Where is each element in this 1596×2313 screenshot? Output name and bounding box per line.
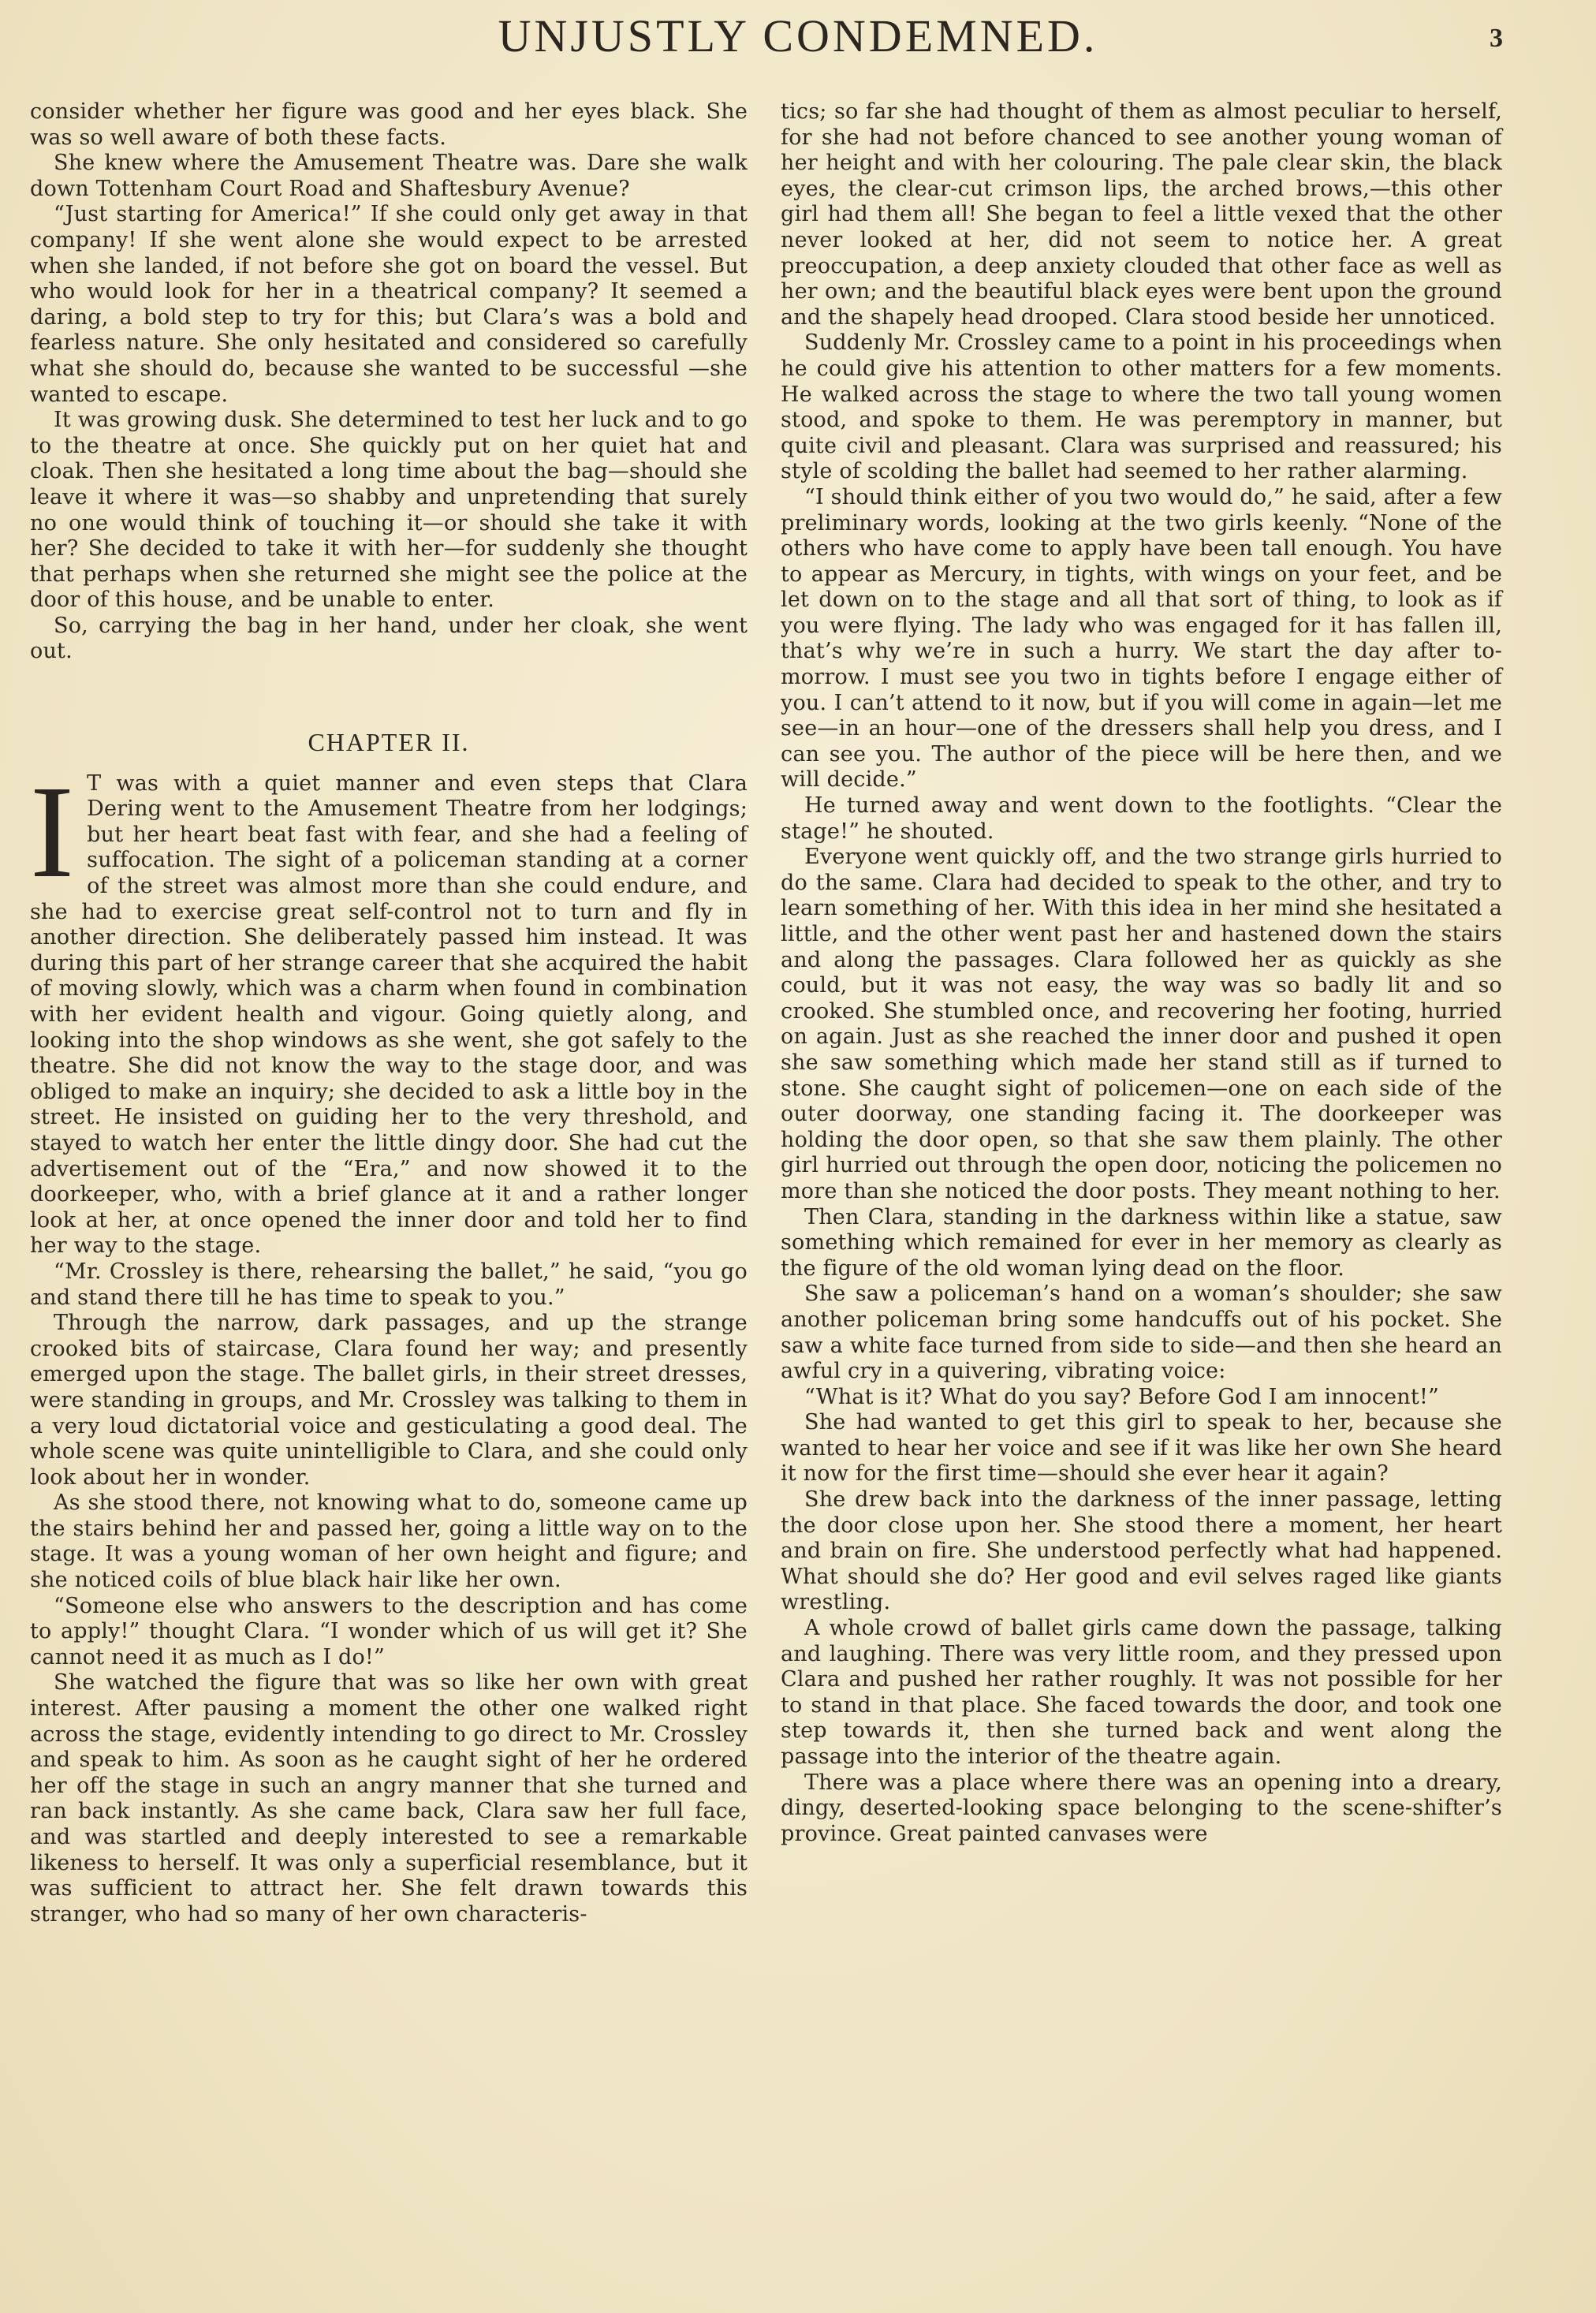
- left-column: [30, 99, 748, 1927]
- page-number: 3: [1490, 24, 1503, 53]
- paragraph: “I should think either of you two would do,” he said, after a few preliminary words, looking at the two girls keenly. “None of the others who have come to apply have been tall enough. You have to appear as Mercury, in tights, with wings on your feet, and be let down on to the stage and all that sort of thing, to look as if you were flying. The lady who was engaged for it has fallen ill, that’s why we’re in such a hurry. We start the day after to-morrow. I must see you two in tights before I engage either of you. I can’t attend to it now, but if you will come in again—let me see—in an hour—one of the dressers shall help you dress, and I can see you. The author of the piece will be here then, and we will decide.”: [781, 484, 1503, 793]
- paragraph: So, carrying the bag in her hand, under her cloak, she went out.: [30, 613, 748, 664]
- right-column: [781, 99, 1502, 1847]
- paragraph: She saw a policeman’s hand on a woman’s shoulder; she saw another policeman bring some handcuffs out of his pocket. She saw a white face turned from side to side—and then she heard an awful cry in a quivering, vibrating voice:: [781, 1281, 1502, 1384]
- chapter-opening-paragraph: [30, 758, 748, 1259]
- paragraph: She knew where the Amusement Theatre was. Dare she walk down Tottenham Court Road and Shaftesbury Avenue?: [30, 151, 748, 201]
- paragraph: “Someone else who answers to the description and has come to apply!” thought Clara. “I wonder which of us will get it? She cannot need it as much as I do!”: [30, 1593, 748, 1669]
- paragraph: As she stood there, not knowing what to do, someone came up the stairs behind her and passed her, going a little way on to the stage. It was a young woman of her own height and figure; and she noticed coils of blue black hair like her own.: [30, 1490, 748, 1593]
- paragraph: “What is it? What do you say? Before God I am innocent!”: [804, 1384, 1439, 1409]
- drop-cap-letter: I: [30, 758, 75, 905]
- paragraph: Through the narrow, dark passages, and up the strange crooked bits of staircase, Clara found her way; and presently emerged upon the stage. The ballet girls, in their street dresses, were standing in groups, and Mr. Crossley was talking to them in a very loud dictatorial voice and gesticulating a good deal. The whole scene was quite unintelligible to Clara, and she could only look about her in wonder.: [30, 1311, 748, 1490]
- opening-paragraph-text: T was with a quiet manner and even steps that Clara Dering went to the Amusement Theatre from her lodgings; but her heart beat fast with fear, and she had a feeling of suffocation. The sight of a policeman standing at a corner of the street was almost more than she could endure, and she had to exercise great self-control not to turn and fly in another direction. She deliberately passed him instead. It was during this part of her strange career that she acquired the habit of moving slowly, which was a charm when found in combination with her evident health and vigour. Going quietly along, and looking into the shop windows as she went, she got safely to the theatre. She did not know the way to the stage door, and was obliged to make an inquiry; she decided to ask a little boy in the street. He insisted on guiding her to the very threshold, and stayed to watch her enter the little dingy door. She had cut the advertisement out of the “Era,” and now showed it to the doorkeeper, who, with a brief glance at it and a rather longer look at her, at once opened the inner door and told her to find her way to the stage.: [30, 770, 748, 1259]
- paragraph: tics; so far she had thought of them as almost peculiar to herself, for she had not before chanced to see another young woman of her height and with her colouring. The pale clear skin, the black eyes, the clear-cut crimson lips, the arched brows,—this other girl had them all! She began to feel a little vexed that the other never looked at her, did not seem to notice her. A great preoccupation, a deep anxiety clouded that other face as well as her own; and the beautiful black eyes were bent upon the ground and the shapely head drooped. Clara stood beside her unnoticed.: [781, 99, 1502, 330]
- paragraph: It was growing dusk. She determined to test her luck and to go to the theatre at once. She quickly put on her quiet hat and cloak. Then she hesitated a long time about the bag—should she leave it where it was—so shabby and unpretending that surely no one would think of touching it—or should she take it with her? She decided to take it with her—for suddenly she thought that perhaps when she returned she might see the police at the door of this house, and be unable to enter.: [30, 408, 748, 613]
- paragraph: Then Clara, standing in the darkness within like a statue, saw something which remained for ever in her memory as clearly as the figure of the old woman lying dead on the floor.: [781, 1204, 1502, 1281]
- paragraph: A whole crowd of ballet girls came down the passage, talking and laughing. There was very little room, and they pressed upon Clara and pushed her rather roughly. It was not possible for her to stand in that place. She faced towards the door, and took one step towards it, then she turned back and went along the passage into the interior of the theatre again.: [781, 1616, 1502, 1769]
- paragraph: She had wanted to get this girl to speak to her, because she wanted to hear her voice and see if it was like her own She heard it now for the first time—should she ever hear it again?: [781, 1410, 1502, 1487]
- running-title: UNJUSTLY CONDEMNED.: [498, 10, 1098, 62]
- paragraph: There was a place where there was an opening into a dreary, dingy, deserted-looking space belonging to the scene-shifter’s province. Great painted canvases were: [781, 1770, 1502, 1846]
- chapter-heading: CHAPTER II.: [308, 728, 470, 757]
- paragraph: She watched the figure that was so like her own with great interest. After pausing a moment the other one walked right across the stage, evidently intending to go direct to Mr. Crossley and speak to him. As soon as he caught sight of her he ordered her off the stage in such an angry manner that she turned and ran back instantly. As she came back, Clara saw her full face, and was startled and deeply interested to see a remarkable likeness to herself. It was only a superficial resemblance, but it was sufficient to attract her. She felt drawn towards this stranger, who had so many of her own characteris-: [30, 1670, 748, 1927]
- paragraph: Everyone went quickly off, and the two strange girls hurried to do the same. Clara had decided to speak to the other, and try to learn something of her. With this idea in her mind she hesitated a little, and the other went past her and hastened down the stairs and along the passages. Clara followed her as quickly as she could, but it was not easy, the way was so badly lit and so crooked. She stumbled once, and recovering her footing, hurried on again. Just as she reached the inner door and pushed it open she saw something which made her stand still as if turned to stone. She caught sight of policemen—one on each side of the outer doorway, one standing facing it. The doorkeeper was holding the door open, so that she saw them plainly. The other girl hurried out through the open door, noticing the policemen no more than she noticed the door posts. They meant nothing to her.: [781, 845, 1502, 1203]
- paragraph: Suddenly Mr. Crossley came to a point in his proceedings when he could give his attention to other matters for a few moments. He walked across the stage to where the two tall young women stood, and spoke to them. He was peremptory in manner, but quite civil and pleasant. Clara was surprised and reassured; his style of scolding the ballet had seemed to her rather alarming.: [781, 330, 1502, 484]
- paragraph: He turned away and went down to the footlights. “Clear the stage!” he shouted.: [781, 793, 1502, 844]
- paragraph: “Mr. Crossley is there, rehearsing the ballet,” he said, “you go and stand there till he has time to speak to you.”: [30, 1259, 748, 1310]
- paragraph: She drew back into the darkness of the inner passage, letting the door close upon her. She stood there a moment, her heart and brain on fire. She understood perfectly what had happened. What should she do? Her good and evil selves raged like giants wrestling.: [781, 1487, 1502, 1615]
- paragraph: “Just starting for America!” If she could only get away in that company! If she went alone she would expect to be arrested when she landed, if not before she got on board the vessel. But who would look for her in a theatrical company? It seemed a daring, a bold step to try for this; but Clara’s was a bold and fearless nature. She only hesitated and considered so carefully what she should do, because she wanted to be successful —she wanted to escape.: [30, 202, 748, 407]
- paragraph: consider whether her figure was good and her eyes black. She was so well aware of both these facts.: [30, 99, 748, 150]
